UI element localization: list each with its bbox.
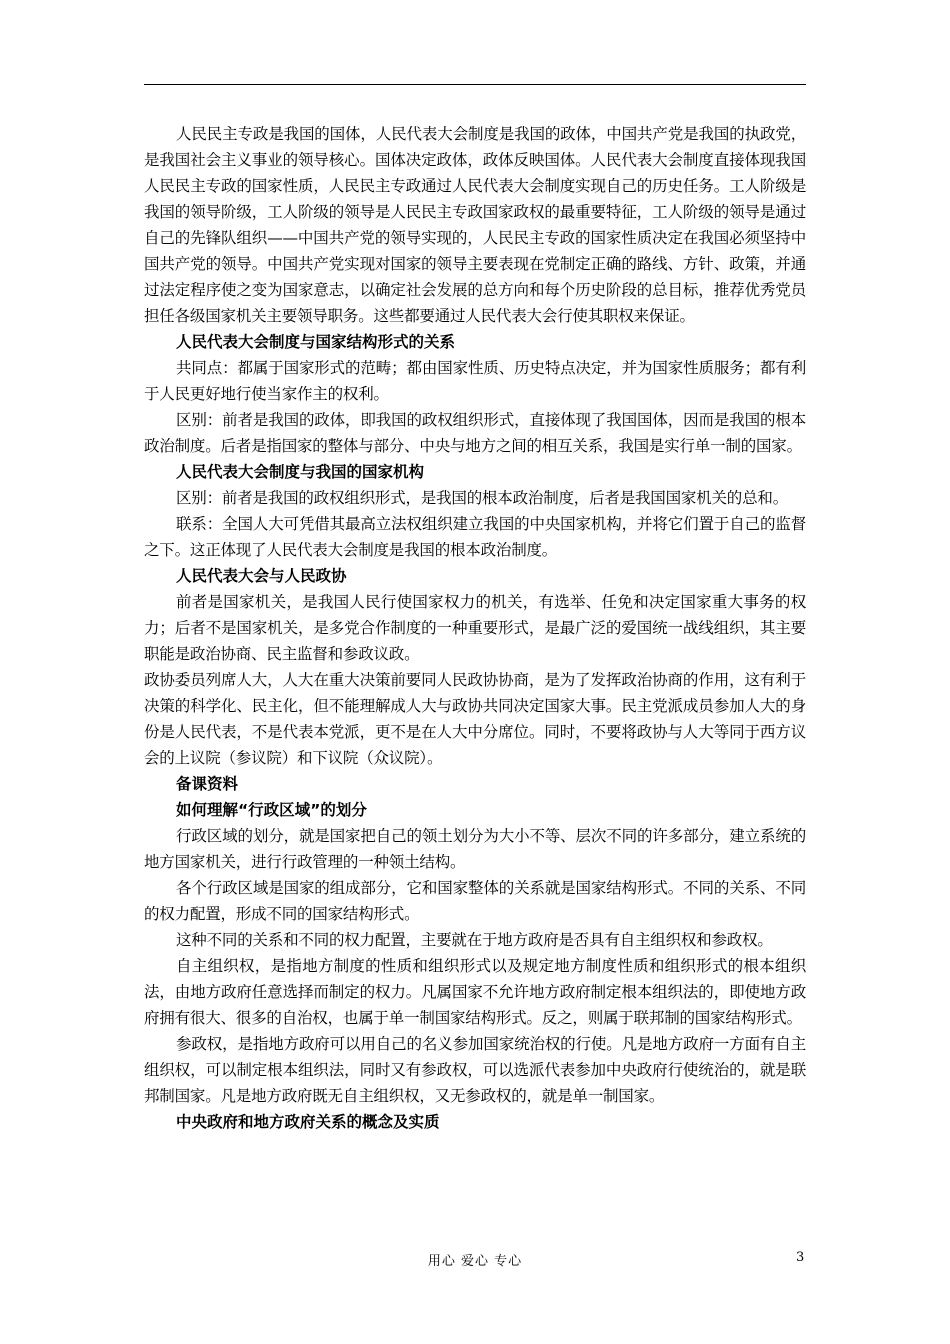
paragraph: 人民民主专政是我国的国体，人民代表大会制度是我国的政体，中国共产党是我国的执政党，是我国社会主义事业的领导核心。国体决定政体，政体反映国体。人民代表大会制度直接体现我国人民民主专政的国家性质，人民民主专政通过人民代表大会制度实现自己的历史任务。工人阶级是我国的领导阶级，工人阶级的领导是人民民主专政国家政权的最重要特征，工人阶级的领导是通过自己的先锋队组织——中国共产党的领导实现的，人民民主专政的国家性质决定在我国必须坚持中国共产党的领导。中国共产党实现对国家的领导主要表现在党制定正确的路线、方针、政策，并通过法定程序使之变为国家意志，以确定社会发展的总方向和每个历史阶段的总目标，推荐优秀党员担任各级国家机关主要领导职务。这些都要通过人民代表大会行使其职权来保证。 bbox=[144, 125, 806, 325]
paragraph: 联系：全国人大可凭借其最高立法权组织建立我国的中央国家机构，并将它们置于自己的监督之下。这正体现了人民代表大会制度是我国的根本政治制度。 bbox=[144, 515, 806, 559]
section-heading: 中央政府和地方政府关系的概念及实质 bbox=[176, 1113, 440, 1131]
footer-text: 用心 爱心 专心 bbox=[427, 1254, 523, 1269]
paragraph: 各个行政区域是国家的组成部分，它和国家整体的关系就是国家结构形式。不同的关系、不同的权力配置，形成不同的国家结构形式。 bbox=[144, 879, 806, 923]
document-body bbox=[144, 121, 806, 1135]
paragraph: 政协委员列席人大，人大在重大决策前要同人民政协协商，是为了发挥政治协商的作用，这有利于决策的科学化、民主化，但不能理解成人大与政协共同决定国家大事。民主党派成员参加人大的身份是人民代表，不是代表本党派，更不是在人大中分席位。同时，不要将政协与人大等同于西方议会的上议院（参议院）和下议院（众议院）。 bbox=[144, 671, 806, 767]
section-heading: 人民代表大会与人民政协 bbox=[176, 567, 347, 585]
section-heading: 人民代表大会制度与国家结构形式的关系 bbox=[176, 333, 456, 351]
paragraph: 区别：前者是我国的政权组织形式，是我国的根本政治制度，后者是我国国家机关的总和。 bbox=[176, 489, 789, 507]
paragraph: 这种不同的关系和不同的权力配置，主要就在于地方政府是否具有自主组织权和参政权。 bbox=[176, 931, 773, 949]
header-rule bbox=[144, 84, 806, 85]
page-footer bbox=[0, 1250, 950, 1270]
page-number: 3 bbox=[796, 1250, 805, 1265]
paragraph: 自主组织权，是指地方制度的性质和组织形式以及规定地方制度性质和组织形式的根本组织法，由地方政府任意选择而制定的权力。凡属国家不允许地方政府制定根本组织法的，即使地方政府拥有很大、很多的自治权，也属于单一制国家结构形式。反之，则属于联邦制的国家结构形式。 bbox=[144, 957, 806, 1027]
paragraph: 参政权，是指地方政府可以用自己的名义参加国家统治权的行使。凡是地方政府一方面有自主组织权，可以制定根本组织法，同时又有参政权，可以选派代表参加中央政府行使统治的，就是联邦制国家。凡是地方政府既无自主组织权，又无参政权的，就是单一制国家。 bbox=[144, 1035, 806, 1105]
paragraph: 共同点：都属于国家形式的范畴；都由国家性质、历史特点决定，并为国家性质服务；都有利于人民更好地行使当家作主的权利。 bbox=[144, 359, 806, 403]
paragraph: 行政区域的划分，就是国家把自己的领土划分为大小不等、层次不同的许多部分，建立系统的地方国家机关，进行行政管理的一种领土结构。 bbox=[144, 827, 806, 871]
paragraph: 区别：前者是我国的政体，即我国的政权组织形式，直接体现了我国国体，因而是我国的根本政治制度。后者是指国家的整体与部分、中央与地方之间的相互关系，我国是实行单一制的国家。 bbox=[144, 411, 806, 455]
section-heading: 人民代表大会制度与我国的国家机构 bbox=[176, 463, 425, 481]
paragraph: 前者是国家机关，是我国人民行使国家权力的机关，有选举、任免和决定国家重大事务的权力；后者不是国家机关，是多党合作制度的一种重要形式，是最广泛的爱国统一战线组织，其主要职能是政治协商、民主监督和参政议政。 bbox=[144, 593, 806, 663]
section-heading: 备课资料 bbox=[176, 775, 239, 793]
section-heading: 如何理解“行政区域”的划分 bbox=[176, 801, 367, 819]
